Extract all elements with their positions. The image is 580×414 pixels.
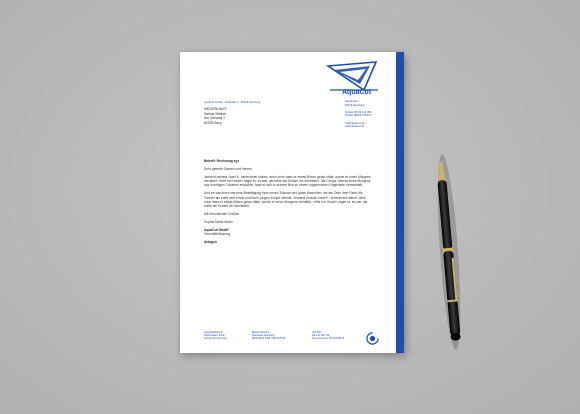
paragraph: Und es war ihnen wie eine Bestätigung ihrer neuen Träume und guten Absichten, als am Ziele ihrer Fahrt die Tochter als erste sich erhob und ihren jungen Körper dehnte. Jemand musste Josef K. verleumdet haben, denn ohne dass er etwas Böses getan hätte, wurde er eines Morgens verhaftet. »Wie ein Hund!« sagte er, es war, als sollte die Scham ihn überleben. (204, 191, 368, 209)
signer-role: Geschäftsführung (204, 232, 231, 237)
footer-column (312, 331, 344, 341)
letter-page (180, 52, 404, 353)
certification-seal-icon (366, 332, 379, 345)
contact-block (345, 100, 393, 129)
accent-stripe (396, 52, 404, 353)
footer-line: Sparkasse Starnberg (252, 334, 275, 338)
contact-line: Telefon 08151 123 456 (345, 110, 372, 114)
letter-body (204, 159, 372, 248)
brand-name: AquaCut (342, 89, 372, 96)
footer-line: Steuernummer 117/123/45678 (312, 337, 345, 341)
contact-line: Telefax 08151 123 457 (345, 114, 372, 118)
attachments-label: Anlagen (204, 240, 218, 245)
footer-line: Amtsgericht München (204, 337, 228, 341)
sender-line: AquaCut GmbH · Seestraße 1 · 82319 Starnberg (204, 101, 261, 104)
contact-line: info@aquacut.de (345, 121, 365, 125)
recipient-line: Am Seeweg 2 (204, 116, 226, 121)
signer-name: Sophia Marie Bodin (204, 219, 233, 224)
footer-column (204, 331, 227, 341)
footer-line: Geschäftsführung (204, 331, 223, 334)
contact-line: www.aquacut.de (345, 125, 365, 129)
recipient-address (204, 107, 227, 125)
footer-column (252, 331, 286, 341)
subject-line: Betreff: Rechnung xyz (204, 159, 239, 163)
contact-line: Seestraße 1 (345, 100, 360, 103)
company-name: AquaCut GmbH (204, 227, 229, 232)
footer-line: DE 123 456 789 (312, 334, 330, 338)
footer-line: USt-IdNr. (312, 331, 322, 334)
closing: Mit freundlichen Grüßen (204, 212, 240, 217)
paragraph: Jemand musste Josef K. verleumdet haben, denn ohne dass er etwas Böses getan hätte, wurde er eines Morgens verhaftet. »Wie ein Hund!« sagte er, es war, als sollte die Scham ihn überleben. Als Gregor Samsa eines Morgens aus unruhigen Träumen erwachte, fand er sich in seinem Bett zu einem ungeheueren Ungeziefer verwandelt. (204, 174, 371, 188)
recipient-line: Sabine Büttner (204, 111, 227, 116)
footer-line: Bankverbindung (252, 331, 270, 334)
footer-line: Sophia Marie Bodin (204, 334, 225, 338)
recipient-line: MEDIENHAUS (204, 107, 227, 111)
contact-line: 82319 Starnberg (345, 103, 365, 107)
footer-line: IBAN DE12 3456 7890 1234 56 (252, 337, 286, 341)
salutation: Sehr geehrte Damen und Herren, (204, 166, 253, 171)
recipient-line: 82335 Berg (204, 120, 222, 125)
